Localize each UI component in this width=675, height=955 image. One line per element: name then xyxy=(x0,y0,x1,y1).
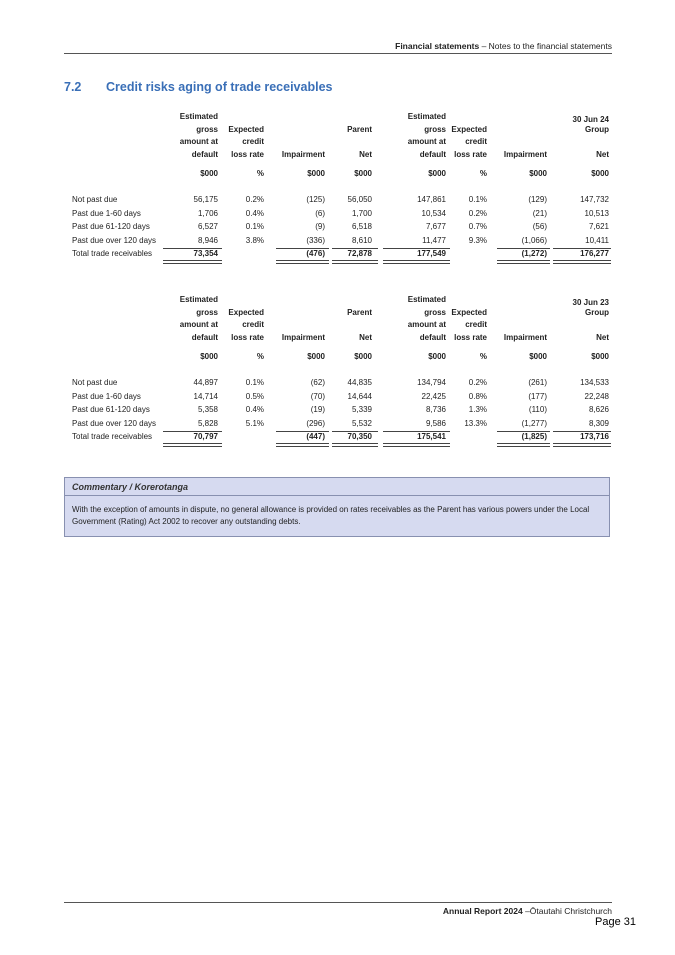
table-cell: 5,828 xyxy=(197,418,218,428)
table-cell: (177) xyxy=(528,391,547,401)
unit-label: $000 xyxy=(591,352,609,361)
table-cell: (56) xyxy=(532,222,547,231)
total-cell: (1,825) xyxy=(521,432,547,441)
column-header-impairment xyxy=(487,332,547,344)
footer-report: Annual Report 2024 xyxy=(442,906,523,916)
table-row xyxy=(0,405,675,417)
column-header-line: credit xyxy=(242,137,264,147)
table-cell: 0.1% xyxy=(245,378,264,387)
table-cell: 0.2% xyxy=(468,378,487,387)
table-row xyxy=(0,378,675,390)
header-section: Financial statements xyxy=(395,41,480,51)
total-cell: 73,354 xyxy=(193,249,218,258)
table-cell: 8,736 xyxy=(425,405,446,414)
table-cell: (1,277) xyxy=(521,418,547,428)
header-subsection: – Notes to the financial statements xyxy=(479,41,612,51)
column-header-line: Expected xyxy=(451,124,487,134)
table-cell: 10,513 xyxy=(584,208,609,218)
column-header-line: default xyxy=(191,332,218,342)
table-cell: 1,706 xyxy=(197,208,218,218)
table-cell: (6) xyxy=(315,208,325,218)
table-cell: 8,610 xyxy=(351,235,372,245)
commentary-box xyxy=(64,477,610,537)
column-header-line: default xyxy=(419,332,446,342)
table-cell: 22,425 xyxy=(421,391,446,401)
table-row xyxy=(0,236,675,248)
row-label: Past due 61-120 days xyxy=(72,222,150,231)
table-cell: (125) xyxy=(306,195,325,204)
column-header-line: loss rate xyxy=(231,332,264,342)
row-label: Past due 1-60 days xyxy=(72,391,141,401)
total-cell: 173,716 xyxy=(580,432,609,441)
column-header-line: Net xyxy=(596,149,609,159)
unit-label: % xyxy=(479,352,487,361)
total-row xyxy=(0,432,675,444)
unit-label: $000 xyxy=(428,352,446,361)
unit-label: $000 xyxy=(200,352,218,361)
table-cell: 134,533 xyxy=(580,378,609,387)
total-cell: (1,272) xyxy=(521,249,547,258)
column-header-net xyxy=(549,332,609,344)
table-cell: 0.5% xyxy=(245,391,264,401)
column-header-line: gross xyxy=(424,124,446,134)
table-row xyxy=(0,392,675,404)
column-header-line: amount at xyxy=(407,320,446,330)
running-header xyxy=(64,41,612,53)
column-header-line: Impairment xyxy=(503,149,547,159)
column-header-rate xyxy=(204,124,264,161)
table-cell: 0.4% xyxy=(245,208,264,218)
table-cell: (129) xyxy=(528,195,547,204)
column-header-line: Expected xyxy=(228,124,264,134)
unit-label: % xyxy=(256,352,264,361)
column-header-rate xyxy=(427,124,487,161)
table-cell: 7,677 xyxy=(425,222,446,231)
column-header-line: Expected xyxy=(451,307,487,317)
table-cell: (19) xyxy=(310,405,325,414)
column-header-line: Impairment xyxy=(281,332,325,342)
unit-label: $000 xyxy=(529,169,547,178)
column-header-line: gross xyxy=(196,124,218,134)
column-header-line: gross xyxy=(424,307,446,317)
column-header-line: loss rate xyxy=(454,332,487,342)
column-header-line: default xyxy=(191,149,218,159)
section-title: Credit risks aging of trade receivables xyxy=(106,80,333,94)
row-label: Not past due xyxy=(72,378,118,387)
commentary-divider xyxy=(65,495,609,496)
table-cell: 0.8% xyxy=(468,391,487,401)
table-cell: 0.7% xyxy=(468,222,487,231)
unit-label: $000 xyxy=(529,352,547,361)
table-cell: 3.8% xyxy=(245,235,264,245)
total-label: Total trade receivables xyxy=(72,432,153,441)
column-header-net xyxy=(549,149,609,161)
table-cell: 0.2% xyxy=(468,208,487,218)
column-header-line: Estimated xyxy=(179,295,218,305)
unit-label: $000 xyxy=(200,169,218,178)
table-row xyxy=(0,419,675,431)
table-cell: 10,534 xyxy=(421,208,446,218)
group-label: Group xyxy=(585,125,609,134)
table-cell: 1.3% xyxy=(468,405,487,414)
table-cell: 5,358 xyxy=(197,405,218,414)
table-cell: (9) xyxy=(315,222,325,231)
column-header-line: Estimated xyxy=(407,295,446,305)
total-row xyxy=(0,249,675,261)
table-date: 30 Jun 23 xyxy=(572,298,609,307)
table-cell: (70) xyxy=(310,391,325,401)
total-cell: 70,797 xyxy=(193,432,218,441)
table-cell: 0.2% xyxy=(245,195,264,204)
table-cell: 0.1% xyxy=(245,222,264,231)
table-cell: 5,339 xyxy=(351,405,372,414)
table-cell: 9,586 xyxy=(425,418,446,428)
table-cell: 6,518 xyxy=(351,222,372,231)
column-header-line: Expected xyxy=(228,307,264,317)
table-cell: (62) xyxy=(310,378,325,387)
table-cell: 14,644 xyxy=(347,391,372,401)
commentary-text: With the exception of amounts in dispute, no general allowance is provided on rates receivables as the Parent has various powers under the Local Government (Rating) Act 2002 to recover any outstanding debts. xyxy=(72,505,590,526)
column-header-line: amount at xyxy=(407,137,446,147)
footer-rule xyxy=(64,902,612,903)
table-cell: 56,175 xyxy=(193,195,218,204)
column-header-rate xyxy=(427,307,487,344)
table-cell: (336) xyxy=(306,235,325,245)
row-label: Past due over 120 days xyxy=(72,418,157,428)
column-header-line: Impairment xyxy=(281,149,325,159)
table-cell: 8,946 xyxy=(197,235,218,245)
unit-label: % xyxy=(479,169,487,178)
commentary-title: Commentary / Korerotanga xyxy=(72,482,189,492)
table-cell: 11,477 xyxy=(422,235,446,245)
footer-place: –Ōtautahi Christchurch xyxy=(522,906,612,916)
column-header-line: default xyxy=(419,149,446,159)
total-label: Total trade receivables xyxy=(72,249,153,258)
column-header-line: credit xyxy=(242,320,264,330)
table-cell: 5,532 xyxy=(351,418,372,428)
table-cell: (21) xyxy=(532,208,547,218)
running-footer xyxy=(64,906,612,916)
section-number: 7.2 xyxy=(64,80,82,94)
total-cell: 175,541 xyxy=(417,432,446,441)
column-header-line: gross xyxy=(196,307,218,317)
row-label: Past due 1-60 days xyxy=(72,208,141,218)
header-rule xyxy=(64,53,612,54)
table-cell: 5.1% xyxy=(245,418,264,428)
table-row xyxy=(0,222,675,234)
column-header-line: amount at xyxy=(179,137,218,147)
column-header-line: loss rate xyxy=(454,149,487,159)
column-header-line: credit xyxy=(465,320,487,330)
unit-label: $000 xyxy=(307,169,325,178)
column-header-line: amount at xyxy=(179,320,218,330)
table-cell: (110) xyxy=(528,405,547,414)
row-label: Past due 61-120 days xyxy=(72,405,150,414)
column-header-impairment xyxy=(487,149,547,161)
row-label: Past due over 120 days xyxy=(72,235,157,245)
parent-label: Parent xyxy=(347,308,372,317)
total-cell: 176,277 xyxy=(580,249,609,258)
unit-label: % xyxy=(256,169,264,178)
column-header-line: Net xyxy=(596,332,609,342)
total-cell: (476) xyxy=(306,249,325,258)
table-cell: 8,626 xyxy=(588,405,609,414)
column-header-line: Impairment xyxy=(503,332,547,342)
table-date: 30 Jun 24 xyxy=(572,115,609,124)
table-cell: 22,248 xyxy=(584,391,609,401)
column-header-net xyxy=(312,332,372,344)
total-cell: 177,549 xyxy=(417,249,446,258)
table-cell: 44,835 xyxy=(347,378,372,387)
column-header-line: Estimated xyxy=(407,112,446,122)
unit-label: $000 xyxy=(428,169,446,178)
table-cell: 10,411 xyxy=(585,235,609,245)
row-label: Not past due xyxy=(72,195,118,204)
total-cell: (447) xyxy=(306,432,325,441)
table-cell: (1,066) xyxy=(521,235,547,245)
total-cell: 70,350 xyxy=(347,432,372,441)
table-cell: 6,527 xyxy=(197,222,218,231)
table-cell: 8,309 xyxy=(588,418,609,428)
column-header-net xyxy=(312,149,372,161)
table-cell: (261) xyxy=(528,378,547,387)
table-cell: 0.1% xyxy=(468,195,487,204)
table-cell: 7,621 xyxy=(588,222,609,231)
table-cell: (296) xyxy=(306,418,325,428)
column-header-line: loss rate xyxy=(231,149,264,159)
table-cell: 134,794 xyxy=(417,378,446,387)
table-cell: 0.4% xyxy=(245,405,264,414)
column-header-line: credit xyxy=(465,137,487,147)
unit-label: $000 xyxy=(591,169,609,178)
table-cell: 147,732 xyxy=(580,195,609,204)
unit-label: $000 xyxy=(354,169,372,178)
unit-label: $000 xyxy=(354,352,372,361)
table-cell: 13.3% xyxy=(464,418,487,428)
table-row xyxy=(0,195,675,207)
column-header-rate xyxy=(204,307,264,344)
table-cell: 1,700 xyxy=(351,208,372,218)
table-cell: 14,714 xyxy=(193,391,218,401)
table-cell: 56,050 xyxy=(347,195,372,204)
table-cell: 44,897 xyxy=(193,378,218,387)
page-number: Page 31 xyxy=(595,916,636,928)
column-header-line: Estimated xyxy=(179,112,218,122)
table-cell: 9.3% xyxy=(468,235,487,245)
column-header-line: Net xyxy=(359,149,372,159)
table-cell: 147,861 xyxy=(417,195,446,204)
table-row xyxy=(0,209,675,221)
column-header-line: Net xyxy=(359,332,372,342)
unit-label: $000 xyxy=(307,352,325,361)
parent-label: Parent xyxy=(347,125,372,134)
group-label: Group xyxy=(585,308,609,317)
total-cell: 72,878 xyxy=(347,249,372,258)
